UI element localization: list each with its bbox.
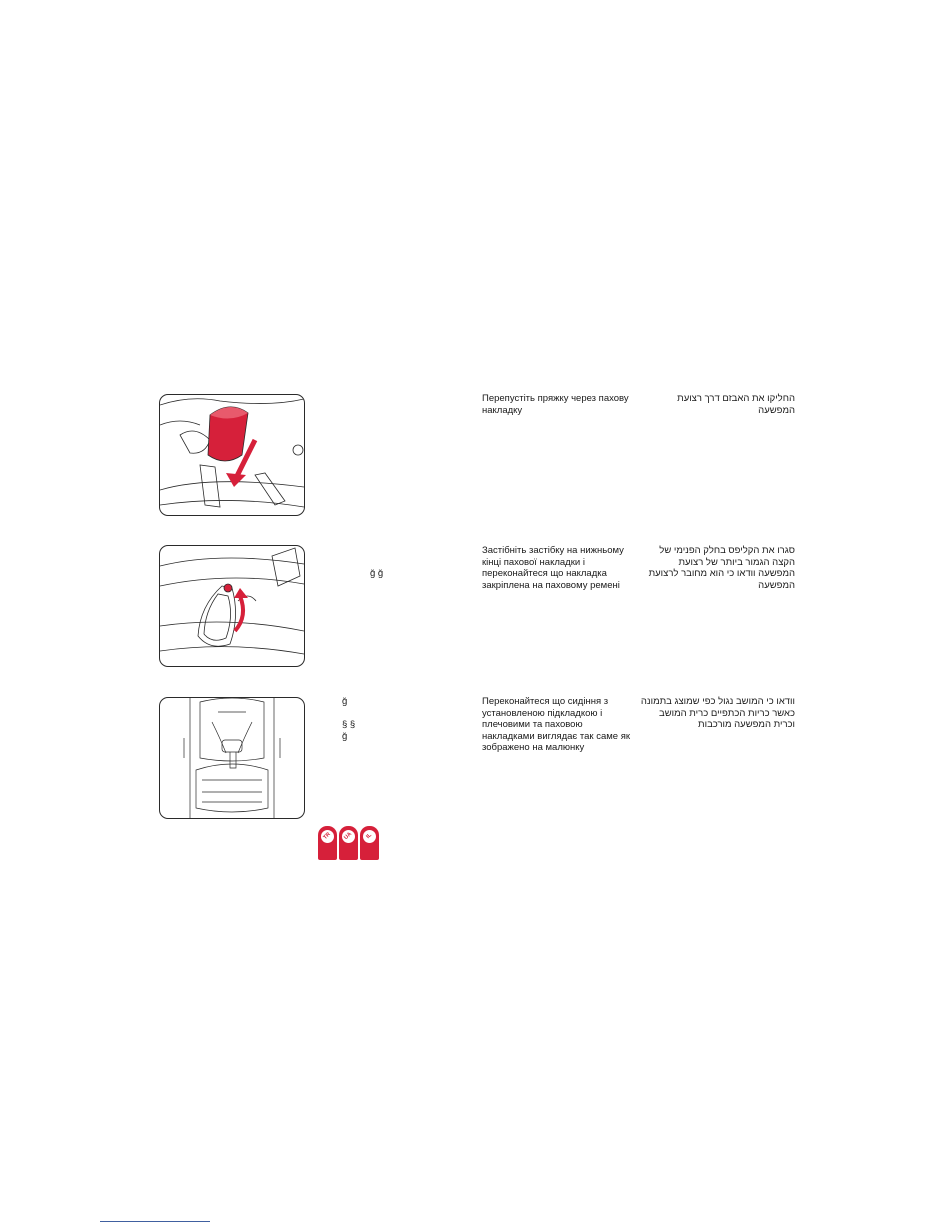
- language-tab-tr-label: TR: [318, 827, 336, 845]
- buckle-through-crotch-pad-drawing: [160, 395, 304, 515]
- step-1-illustration: [159, 394, 305, 516]
- language-tab-ua: [339, 826, 358, 860]
- clip-crotch-pad-drawing: [160, 546, 304, 666]
- assembled-seat-drawing: [160, 698, 304, 818]
- step-3-illustration: [159, 697, 305, 819]
- language-tab-ua-label: UA: [339, 827, 357, 845]
- step-2-text-il: סגרו את הקליפס בחלק הפנימי של הקצה הגמור ביותר של רצועת המפשעה וודאו כי הוא מחובר לרצועת המפשעה: [648, 545, 795, 591]
- step-1-text-il: החליקו את האבזם דרך רצועת המפשעה: [677, 393, 795, 416]
- step-3-text-il: וודאו כי המושב נגול כפי שמוצג בתמונה כאשר כריות הכתפיים כרית המושב וכרית המפשעה מורכבות: [640, 696, 795, 730]
- step-2-text-tr: ğ ğ: [370, 568, 384, 579]
- language-tab-tr: [318, 826, 337, 860]
- step-3-text-tr: ğ § § ğ: [342, 696, 356, 742]
- language-tab-il-label: IL: [360, 827, 378, 845]
- step-1-text-ua: Перепустіть пряжку через пахову накладку: [482, 393, 629, 416]
- step-3-text-ua: Переконайтеся що сидіння з установленою підкладкою і плечовими та паховою накладками виглядає так саме як зображено на малюнку: [482, 696, 631, 753]
- language-tab-il: [360, 826, 379, 860]
- step-2-illustration: [159, 545, 305, 667]
- footer-rule: [100, 1221, 210, 1222]
- step-2-text-ua: Застібніть застібку на нижньому кінці пахової накладки і переконайтеся що накладка закріплена на паховому ремені: [482, 545, 624, 591]
